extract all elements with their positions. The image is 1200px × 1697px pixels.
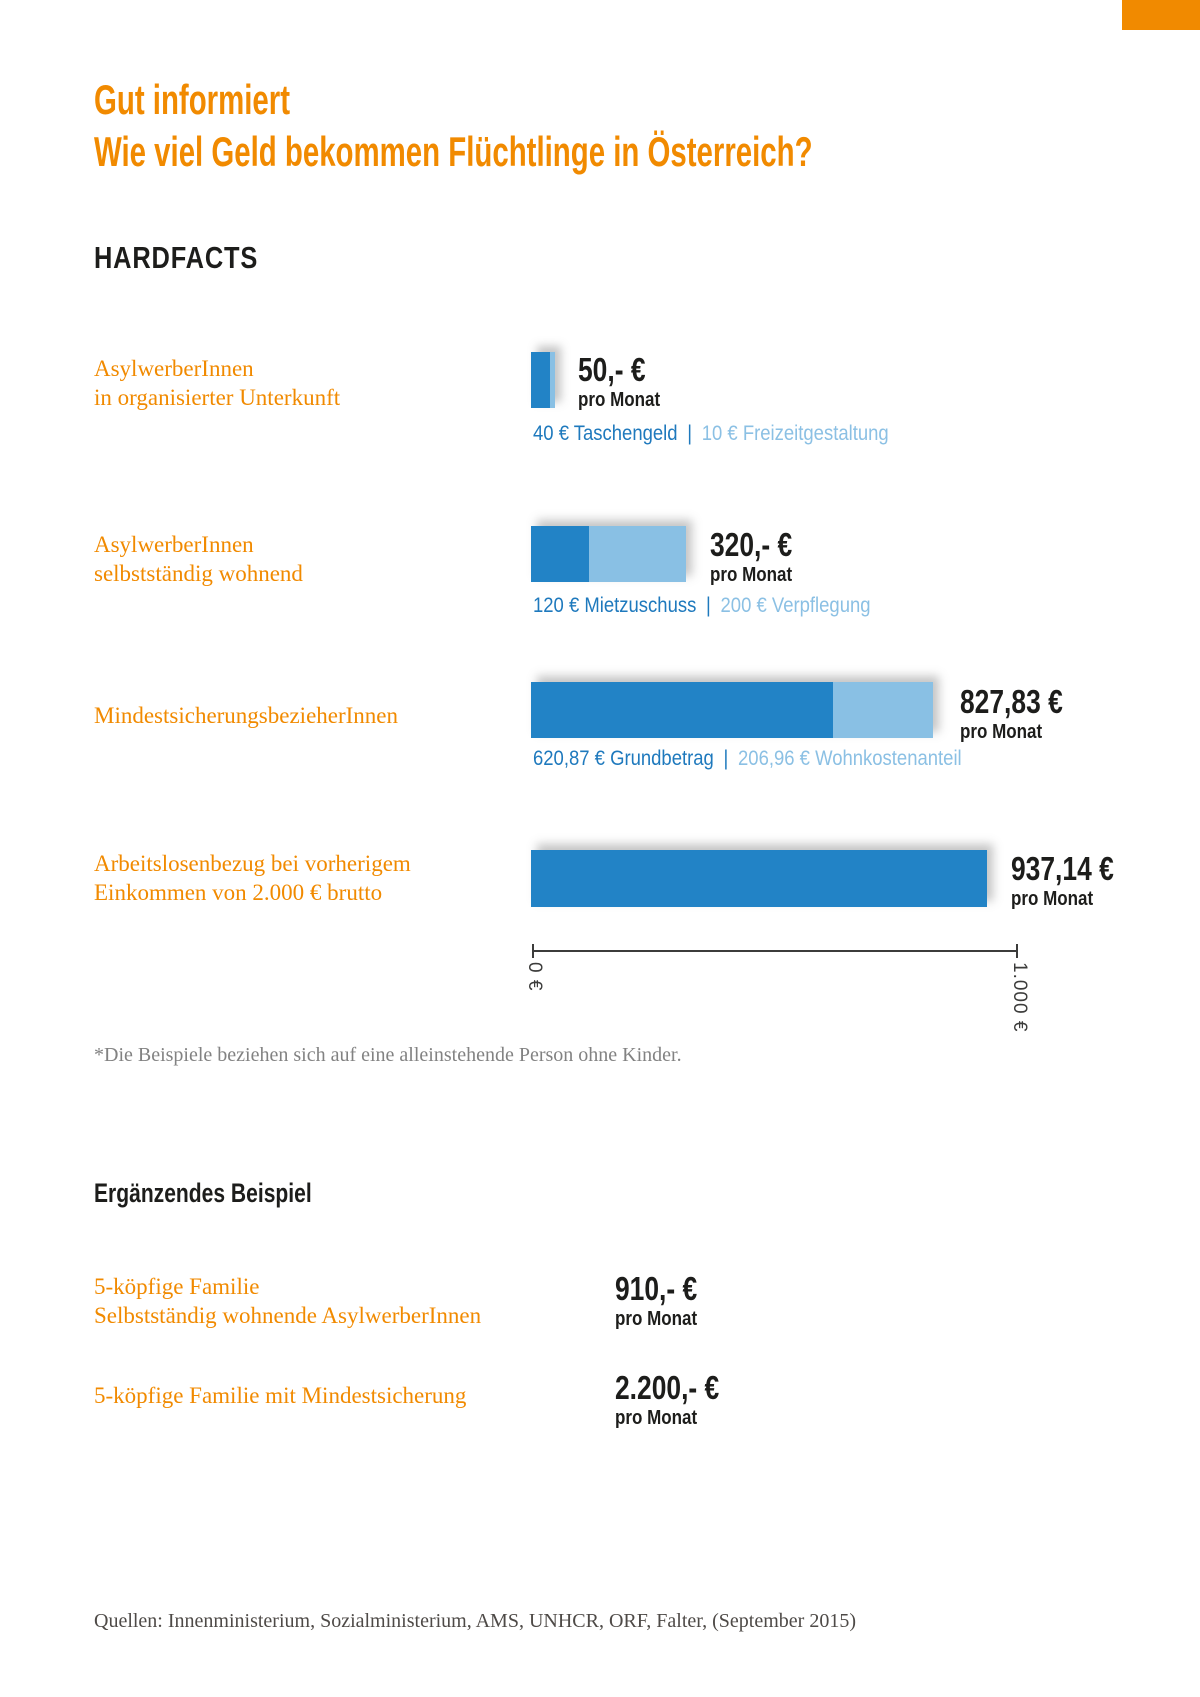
- value-amount: 2.200,- €: [615, 1369, 720, 1406]
- row-label-asyl-selbststaendig: [94, 530, 303, 588]
- supplement-value-block-1: [615, 1272, 718, 1330]
- supplement-heading: Ergänzendes Beispiel: [94, 1178, 312, 1208]
- value-period: pro Monat: [615, 1407, 698, 1429]
- sources-line: Quellen: Innenministerium, Sozialministerium, AMS, UNHCR, ORF, Falter, (September 2015): [94, 1610, 856, 1632]
- row-label-asyl-organisiert: [94, 354, 340, 412]
- sublabel-part-dark: 620,87 € Grundbetrag: [533, 747, 714, 770]
- sublabel-part-dark: 120 € Mietzuschuss: [533, 594, 697, 617]
- axis-tick-min: [532, 944, 534, 958]
- value-amount: 910,- €: [615, 1270, 698, 1307]
- bar-segment-light: [833, 682, 934, 738]
- bar-row-1: [531, 352, 555, 408]
- supplement-row-label-familie-asyl: [94, 1272, 481, 1330]
- bar-segment-dark: [531, 352, 550, 408]
- value-block-row-2: [710, 528, 813, 586]
- value-block-row-4: [1011, 852, 1139, 910]
- axis-label-max: 1.000 €: [1009, 962, 1030, 1033]
- row-label-mindestsicherung: [94, 701, 398, 730]
- value-amount: 50,- €: [578, 351, 646, 388]
- value-block-row-1: [578, 353, 675, 411]
- value-period: pro Monat: [960, 721, 1043, 743]
- title-line-2: Wie viel Geld bekommen Flüchtlinge in Österreich?: [94, 128, 813, 175]
- value-amount: 937,14 €: [1011, 850, 1114, 887]
- sublabel-separator: |: [706, 594, 711, 617]
- bar-row-3: [531, 682, 933, 738]
- value-amount: 827,83 €: [960, 683, 1063, 720]
- sublabel-part-light: 206,96 € Wohnkostenanteil: [738, 747, 962, 770]
- sublabel-separator: |: [687, 422, 693, 445]
- bar-row-4: [531, 850, 987, 907]
- bar-segment-dark: [531, 850, 987, 907]
- supplement-value-block-2: [615, 1371, 745, 1429]
- value-amount: 320,- €: [710, 526, 793, 563]
- sublabel-part-light: 10 € Freizeitgestaltung: [701, 422, 889, 445]
- supplement-row-label-familie-mindestsicherung: [94, 1381, 466, 1410]
- section-heading: HARDFACTS: [94, 240, 259, 275]
- x-axis-line: [532, 950, 1018, 952]
- row-label-line: 5-köpfige Familie mit Mindestsicherung: [94, 1383, 467, 1408]
- row-label-line: Einkommen von 2.000 € brutto: [94, 880, 383, 905]
- row-label-line: AsylwerberInnen: [94, 532, 254, 557]
- row-label-line: in organisierter Unterkunft: [94, 385, 341, 410]
- value-period: pro Monat: [1011, 888, 1094, 910]
- sublabel-row-3: [533, 746, 962, 772]
- row-label-line: AsylwerberInnen: [94, 356, 254, 381]
- bar-segment-dark: [531, 526, 589, 582]
- value-period: pro Monat: [710, 564, 793, 586]
- value-period: pro Monat: [578, 389, 661, 411]
- sublabel-part-light: 200 € Verpflegung: [720, 594, 871, 617]
- row-label-arbeitslosenbezug: [94, 849, 411, 907]
- axis-tick-max: [1016, 944, 1018, 958]
- row-label-line: MindestsicherungsbezieherInnen: [94, 703, 399, 728]
- sublabel-separator: |: [723, 747, 729, 770]
- sublabel-part-dark: 40 € Taschengeld: [533, 422, 678, 445]
- orange-corner-accent: [1122, 0, 1200, 30]
- row-label-line: selbstständig wohnend: [94, 561, 303, 586]
- value-period: pro Monat: [615, 1308, 698, 1330]
- bar-segment-light: [550, 352, 555, 408]
- row-label-line: Selbstständig wohnende AsylwerberInnen: [94, 1303, 482, 1328]
- footnote: *Die Beispiele beziehen sich auf eine alleinstehende Person ohne Kinder.: [94, 1044, 682, 1066]
- page-title: [94, 74, 813, 178]
- bar-segment-dark: [531, 682, 833, 738]
- title-line-1: Gut informiert: [94, 76, 290, 123]
- row-label-line: Arbeitslosenbezug bei vorherigem: [94, 851, 411, 876]
- axis-label-min: 0 €: [524, 962, 545, 992]
- sublabel-row-1: [533, 421, 889, 447]
- sublabel-row-2: [533, 593, 871, 619]
- value-block-row-3: [960, 685, 1088, 743]
- row-label-line: 5-köpfige Familie: [94, 1274, 260, 1299]
- bar-segment-light: [589, 526, 686, 582]
- bar-row-2: [531, 526, 686, 582]
